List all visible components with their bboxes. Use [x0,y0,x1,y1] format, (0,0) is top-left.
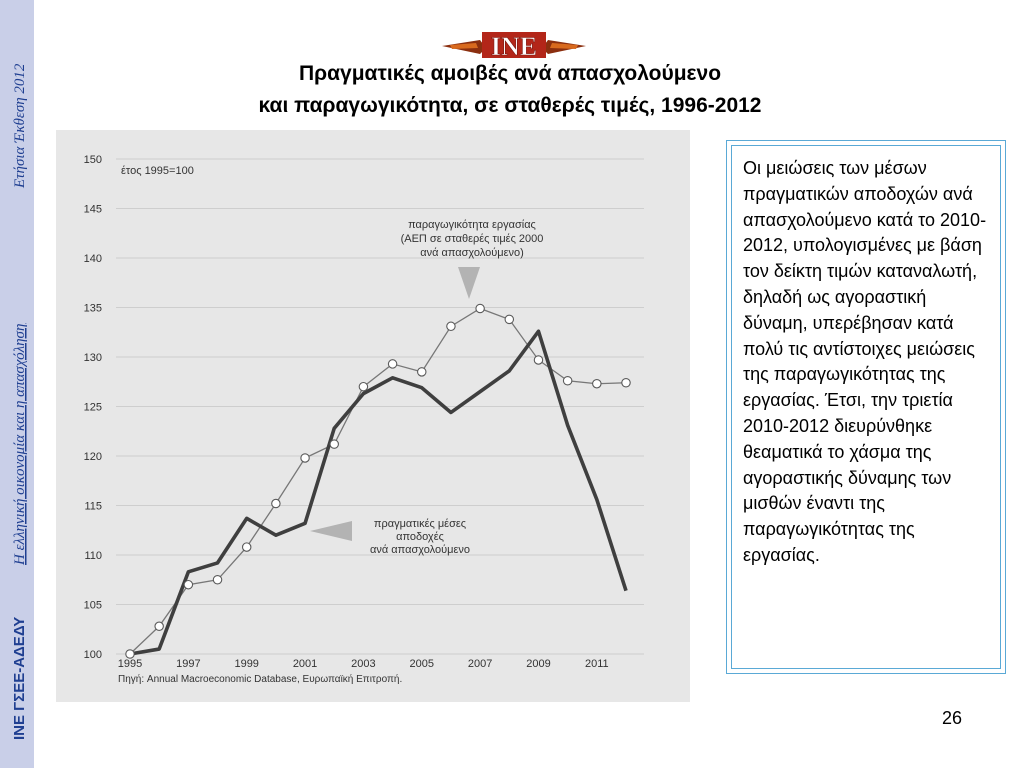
sidebar-org: ΙΝΕ ΓΣΕΕ-ΑΔΕΔΥ [11,616,28,740]
page-number: 26 [942,708,963,728]
productivity-point [330,440,338,448]
y-tick-label: 120 [83,451,102,463]
wages-label-2: αποδοχές [396,531,444,543]
y-tick-label: 100 [83,649,102,661]
productivity-point [243,543,251,551]
productivity-point [563,377,571,385]
y-tick-label: 130 [83,352,102,364]
productivity-point [505,315,513,323]
productivity-point [301,454,309,462]
productivity-arrow [458,267,480,299]
y-tick-label: 140 [83,253,102,265]
x-tick-label: 2011 [584,658,609,670]
productivity-point [476,304,484,312]
chart-source: Πηγή: Annual Macroeconomic Database, Ευρωπαϊκή Επιτροπή. [118,674,403,685]
productivity-point [184,581,192,589]
wages-arrow [310,521,352,541]
sidebar-subject: Η ελληνική οικονομία και η απασχόληση [12,323,28,565]
y-tick-label: 115 [84,500,102,513]
productivity-point [155,622,163,630]
productivity-label-1: παραγωγικότητα εργασίας [408,219,536,231]
productivity-annotation [401,219,544,299]
productivity-point [272,499,280,507]
ine-logo [440,28,588,62]
productivity-point [622,379,630,387]
x-tick-label: 2003 [351,658,376,670]
commentary-text: Οι μειώσεις των μέσων πραγματικών αποδοχών ανά απασχολούμενο κατά το 2010-2012, υπολογισμένες με βάση τον δείκτη τιμών καταναλωτή, δηλαδή ως αγοραστική δύναμη, υπερέβησαν κατά πολύ τις αντίστοιχες μειώσεις της παραγωγικότητας της εργασίας. Έτσι, την τριετία 2010-2012 διευρύνθηκε θεαματικά το χάσμα της αγοραστικής δύναμης των μισθών έναντι της παραγωγικότητας της εργασίας. [731,145,1001,669]
x-tick-label: 2001 [292,658,318,670]
y-tick-label: 135 [83,302,102,315]
slide-title-line1: Πραγματικές αμοιβές ανά απασχολούμενο [298,62,722,85]
x-tick-label: 1999 [234,658,259,670]
sidebar-vertical-text [2,0,32,768]
productivity-point [593,380,601,388]
productivity-point [388,360,396,368]
sidebar-report: Ετήσια Έκθεση 2012 [12,63,28,188]
y-tick-label: 125 [83,401,102,414]
commentary-box [726,140,1006,674]
wages-label-1: πραγματικές μέσες [373,518,467,530]
y-tick-label: 150 [83,154,102,166]
x-tick-label: 1997 [176,658,201,670]
x-tick-label: 1995 [117,658,143,670]
productivity-label-3: ανά απασχολούμενο) [420,247,524,259]
chart-base-note: έτος 1995=100 [121,165,194,177]
x-tick-label: 2005 [409,658,435,670]
logo-text: INE [490,32,538,61]
real-wages-line [130,331,626,654]
y-tick-label: 145 [83,203,102,216]
productivity-label-2: (ΑΕΠ σε σταθερές τιμές 2000 [400,233,544,245]
productivity-point [447,322,455,330]
y-tick-label: 105 [83,599,102,612]
line-chart [56,130,690,702]
productivity-point [534,356,542,364]
slide-title-line2: και παραγωγικότητα, σε σταθερές τιμές, 1996-2012 [258,94,762,117]
productivity-point [418,368,426,376]
productivity-point [359,383,367,391]
y-tick-label: 110 [84,550,102,562]
productivity-line [130,308,626,654]
productivity-point [126,650,134,658]
productivity-point [213,576,221,584]
wages-label-3: ανά απασχολούμενο [370,544,470,556]
x-tick-label: 2009 [526,658,551,670]
x-tick-label: 2007 [467,658,493,670]
wages-annotation [310,518,470,556]
